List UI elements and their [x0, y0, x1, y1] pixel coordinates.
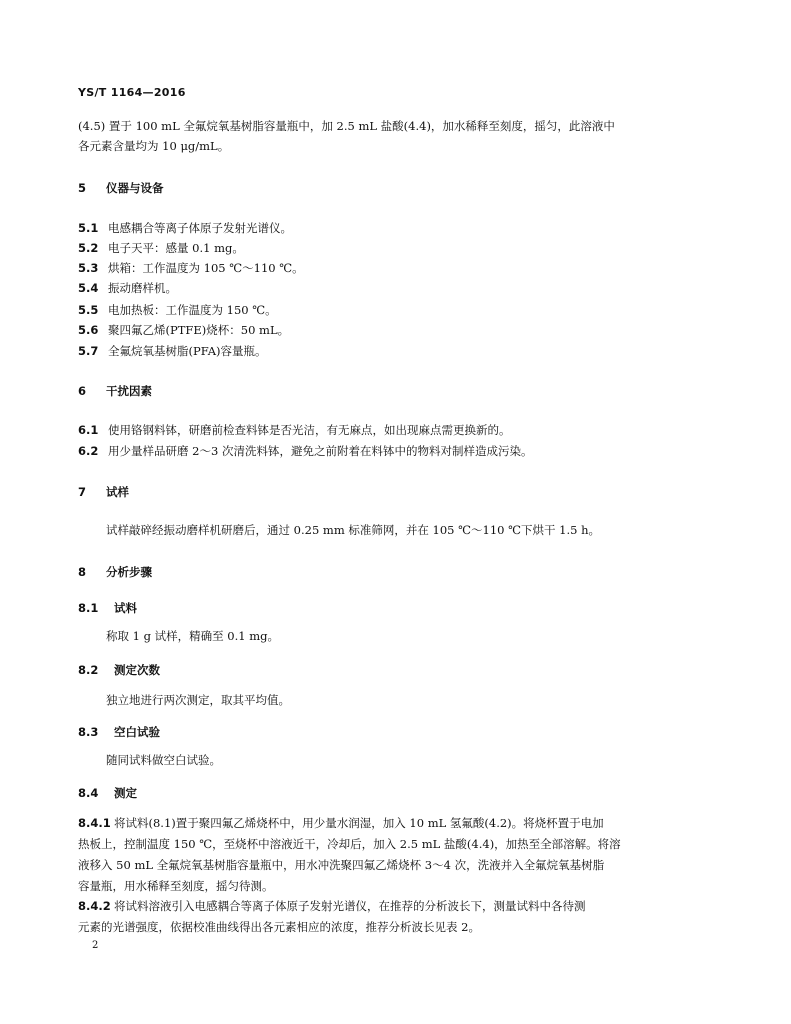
list-item: [78, 280, 177, 296]
item-number: 6.1: [78, 423, 99, 437]
item-text: 电子天平：感量 0.1 mg。: [108, 241, 244, 255]
item-text: 聚四氟乙烯(PTFE)烧杯：50 mL。: [108, 323, 290, 337]
section-number: 6: [78, 384, 87, 398]
list-item: [78, 343, 267, 359]
item-number: 5.2: [78, 241, 99, 255]
section-title: 试样: [106, 485, 129, 499]
subsection-title: 测定: [114, 786, 137, 800]
section-7-text: 试样敲碎经振动磨样机研磨后，通过 0.25 mm 标准筛网，并在 105 ℃～110 ℃下烘干 1.5 h。: [106, 523, 600, 537]
section-5-heading: [78, 180, 164, 196]
subsection-number: 8.2: [78, 663, 99, 677]
list-item: [78, 443, 532, 459]
subsection-title: 空白试验: [114, 725, 160, 739]
section-title: 干扰因素: [106, 384, 152, 398]
subsection-8-3-heading: [78, 724, 160, 740]
paragraph-line: 将试料(8.1)置于聚四氟乙烯烧杯中，用少量水润湿，加入 10 mL 氢氟酸(4.2)。将烧杯置于电加: [114, 816, 604, 830]
subsection-8-3-text: 随同试料做空白试验。: [106, 753, 221, 767]
item-number: 6.2: [78, 444, 99, 458]
subsection-number: 8.4.2: [78, 899, 111, 913]
subsection-8-4-2-line: [78, 898, 586, 914]
intro-line-1: (4.5) 置于 100 mL 全氟烷氧基树脂容量瓶中，加 2.5 mL 盐酸(4.4)，加水稀释至刻度，摇匀，此溶液中: [78, 119, 615, 133]
item-number: 5.3: [78, 261, 99, 275]
subsection-8-1-text: 称取 1 g 试样，精确至 0.1 mg。: [106, 629, 280, 643]
item-text: 振动磨样机。: [108, 281, 177, 295]
item-text: 电感耦合等离子体原子发射光谱仪。: [108, 221, 292, 235]
item-text: 用少量样品研磨 2～3 次清洗料钵，避免之前附着在料钵中的物料对制样造成污染。: [108, 444, 533, 458]
section-7-heading: [78, 484, 129, 500]
subsection-8-4-heading: [78, 785, 137, 801]
item-number: 5.1: [78, 221, 99, 235]
section-6-heading: [78, 383, 152, 399]
list-item: [78, 422, 511, 438]
list-item: [78, 240, 244, 256]
item-text: 烘箱：工作温度为 105 ℃～110 ℃。: [108, 261, 304, 275]
standard-code-header: YS/T 1164—2016: [78, 86, 186, 99]
item-text: 全氟烷氧基树脂(PFA)容量瓶。: [108, 344, 267, 358]
paragraph-line: 液移入 50 mL 全氟烷氧基树脂容量瓶中，用水冲洗聚四氟乙烯烧杯 3～4 次，洗液并入全氟烷氧基树脂: [78, 858, 605, 872]
list-item: [78, 302, 277, 318]
section-title: 仪器与设备: [106, 181, 164, 195]
list-item: [78, 322, 289, 338]
section-title: 分析步骤: [106, 565, 152, 579]
item-text: 使用铬钢料钵，研磨前检查料钵是否光洁，有无麻点，如出现麻点需更换新的。: [108, 423, 511, 437]
subsection-8-4-1-line: [78, 815, 604, 831]
subsection-8-1-heading: [78, 600, 137, 616]
list-item: [78, 220, 292, 236]
item-number: 5.6: [78, 323, 99, 337]
item-number: 5.5: [78, 303, 99, 317]
list-item: [78, 260, 304, 276]
paragraph-line: 热板上，控制温度 150 ℃，至烧杯中溶液近干，冷却后，加入 2.5 mL 盐酸(4.4)，加热至全部溶解。将溶: [78, 837, 621, 851]
section-number: 8: [78, 565, 87, 579]
section-number: 5: [78, 181, 87, 195]
section-number: 7: [78, 485, 87, 499]
item-number: 5.4: [78, 281, 99, 295]
paragraph-line: 将试料溶液引入电感耦合等离子体原子发射光谱仪，在推荐的分析波长下，测量试料中各待测: [114, 899, 586, 913]
subsection-title: 测定次数: [114, 663, 160, 677]
subsection-number: 8.1: [78, 601, 99, 615]
paragraph-line: 元素的光谱强度，依据校准曲线得出各元素相应的浓度，推荐分析波长见表 2。: [78, 920, 480, 934]
page-number: 2: [92, 940, 99, 951]
subsection-number: 8.4.1: [78, 816, 111, 830]
subsection-number: 8.3: [78, 725, 99, 739]
paragraph-line: 容量瓶，用水稀释至刻度，摇匀待测。: [78, 879, 274, 893]
intro-line-2: 各元素含量均为 10 μg/mL。: [78, 139, 230, 153]
subsection-8-2-heading: [78, 662, 160, 678]
subsection-number: 8.4: [78, 786, 99, 800]
subsection-title: 试料: [114, 601, 137, 615]
section-8-heading: [78, 564, 152, 580]
item-number: 5.7: [78, 344, 99, 358]
subsection-8-2-text: 独立地进行两次测定，取其平均值。: [106, 693, 290, 707]
item-text: 电加热板：工作温度为 150 ℃。: [108, 303, 277, 317]
